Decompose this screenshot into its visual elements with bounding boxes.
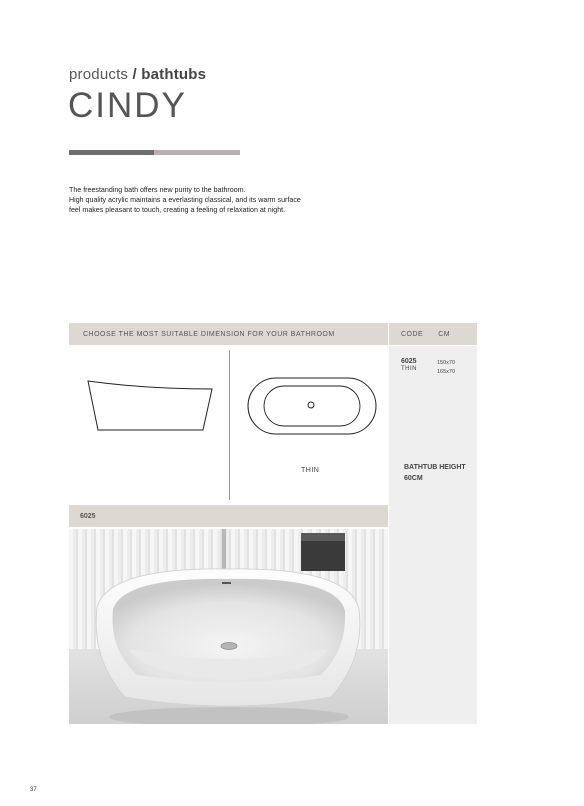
accent-bar-dark [69,150,154,155]
accent-bar-light [154,150,240,155]
description-line: feel makes pleasant to touch, creating a feeling of relaxation at night. [69,206,286,214]
code-header-label: CODE [401,330,424,338]
product-code: 6025 [401,358,417,365]
product-variant: THIN [401,366,417,372]
bathtub-photo [69,529,388,724]
side-view-drawing [86,379,216,434]
cm-header-label: CM [438,330,451,338]
breadcrumb-section: products [69,66,129,83]
description-line: The freestanding bath offers new purity to the bathroom. [69,186,246,194]
drawing-label: THIN [301,467,320,474]
code-block [401,358,455,377]
code-header [389,323,477,345]
description-line: High quality acrylic maintains a everlasting classical, and its warm surface [69,196,301,204]
breadcrumb [69,66,206,83]
height-value: 60CM [404,475,423,482]
spec-column [389,346,477,724]
dimension-option: 150x70 [437,360,456,366]
top-view-drawing [247,377,377,435]
height-label: BATHTUB HEIGHT [404,464,466,471]
photo-code-strip: 6025 [69,505,388,527]
drawing-divider [229,350,230,500]
height-block [404,462,466,484]
page-title: CINDY [68,86,187,125]
dimension-option: 165x70 [437,369,456,375]
dimension-header: CHOOSE THE MOST SUITABLE DIMENSION FOR YOUR BATHROOM [69,323,388,345]
product-description [69,185,369,215]
breadcrumb-separator: / [132,66,137,83]
breadcrumb-current: bathtubs [141,66,207,83]
page-number: 37 [30,787,37,793]
